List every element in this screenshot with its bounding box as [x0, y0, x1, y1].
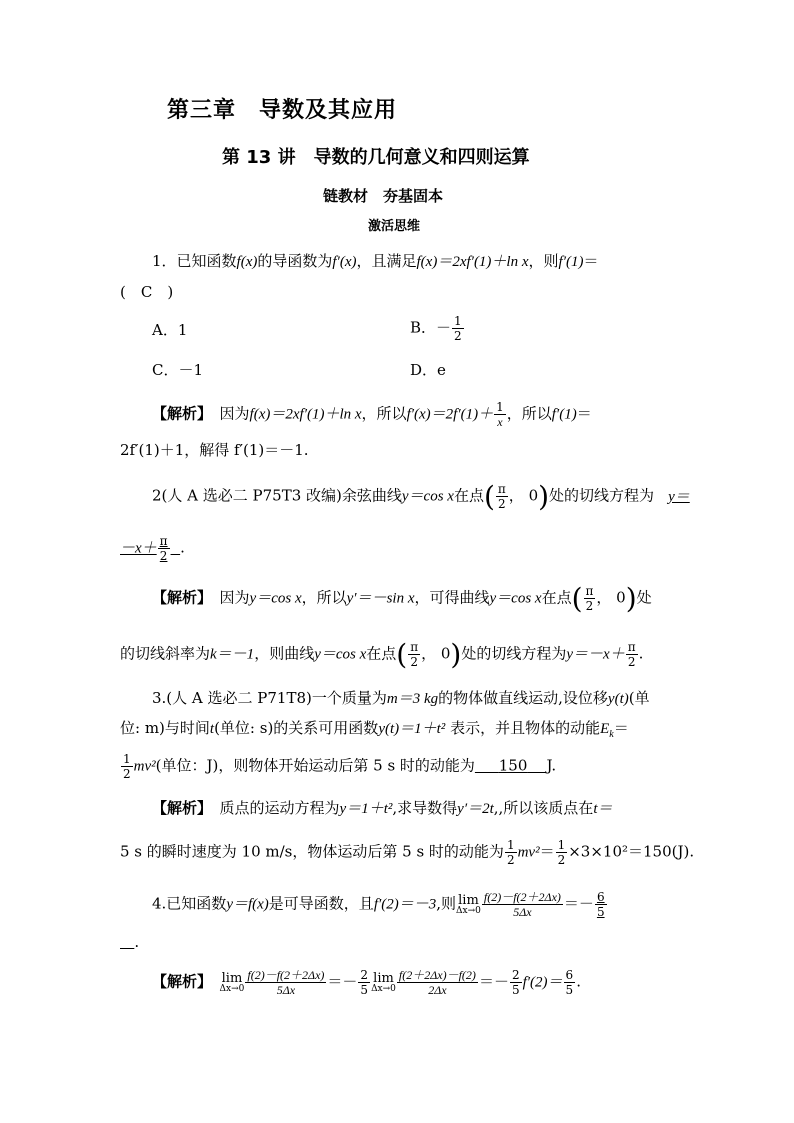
q2-stem-line1: 2(人 A 选必二 P75T3 改编)余弦曲线y＝cos x在点( $\frac{\pi}{2}$ ， 0)处的切线方程为 y＝ [152, 479, 690, 513]
q2-answer-part1: y＝ [668, 488, 690, 505]
q1-option-d: D．e [410, 361, 446, 379]
section-title: 链教材 夯基固本 [323, 187, 444, 205]
q4-solution: 【解析】 lim Δx→0 $\frac{f(2)-f(2+2\Delta x)}{5\Delta x}$ ＝－ $\frac{2}{5}$ lim Δx→0 $\frac{f(2+2\Delta x)-f(2)}{2\Delta x}$ ＝－ $\frac{2}{5}$ f′(2)＝ $\frac{6}{5}$ . [152, 968, 581, 997]
q1-answer: ( C ) [120, 283, 174, 301]
subsection-title: 激活思维 [368, 219, 421, 234]
lesson-title: 第 13 讲 导数的几何意义和四则运算 [222, 147, 530, 168]
q3-solution-line1: 【解析】 质点的运动方程为y＝1＋t²,求导数得y′＝2t,,所以该质点在t＝ [152, 799, 613, 817]
q3-solution-line2: 5 s 的瞬时速度为 10 m/s，物体运动后第 5 s 时的动能为 $\frac{1}{2}$ mv²＝ $\frac{1}{2}$ ×3×10²＝150(J). [120, 838, 695, 867]
q3-stem-line1: 3.(人 A 选必二 P71T8)一个质量为m＝3 kg的物体做直线运动,设位移y(t)(单 [152, 689, 650, 707]
q1-solution-line1: 【解析】 因为f(x)＝2xf′(1)＋ln x，所以f′(x)＝2f′(1)＋ $\frac{1}{x}$ ，所以f′(1)＝ [152, 400, 592, 429]
q3-answer: 150 [498, 756, 528, 775]
q4-stem-line1: 4.已知函数y＝f(x)是可导函数，且f′(2)＝－3,则 lim Δx→0 $\frac{f(2)-f(2+2\Delta x)}{5\Delta x}$ ＝－ $\frac{6}{5}$ [152, 890, 605, 919]
q4-answer: $\frac{6}{5}$ [596, 890, 605, 919]
q1-option-c: C．－1 [152, 361, 204, 379]
q3-stem-line3: $\frac{1}{2}$ mv²(单位：J)，则物体开始运动后第 5 s 时的动能为 150 J. [123, 752, 557, 781]
q3-stem-line2: 位: m)与时间t(单位: s)的关系可用函数y(t)＝1＋t² 表示，并且物体的动能$E_k=$ [120, 719, 629, 740]
q1-solution-line2: 2f′(1)＋1，解得 f′(1)＝－1. [120, 441, 309, 459]
q2-solution-line1: 【解析】 因为y＝cos x，所以y′＝－sin x，可得曲线y＝cos x在点( $\frac{\pi}{2}$ ， 0)处 [152, 581, 652, 615]
fraction: $\frac{1}{2}$ [454, 314, 462, 343]
limit-symbol: lim Δx→0 [456, 892, 481, 916]
q4-answer-tail: . [134, 933, 140, 951]
q1-option-b: B．－ $\frac{1}{2}$ [410, 314, 462, 343]
chapter-title: 第三章 导数及其应用 [167, 98, 398, 123]
q1-stem-line1: 1．已知函数f(x)的导函数为f′(x)，且满足f(x)＝2xf′(1)＋ln x，则f′(1)＝ [152, 252, 599, 270]
q2-answer-part2: －x＋ $\frac{\pi}{2}$ . [120, 534, 185, 563]
q1-option-a: A．1 [152, 321, 188, 339]
q2-solution-line2: 的切线斜率为k＝－1，则曲线y＝cos x在点( $\frac{\pi}{2}$ ， 0)处的切线方程为y＝－x＋ $\frac{\pi}{2}$ . [120, 637, 644, 671]
